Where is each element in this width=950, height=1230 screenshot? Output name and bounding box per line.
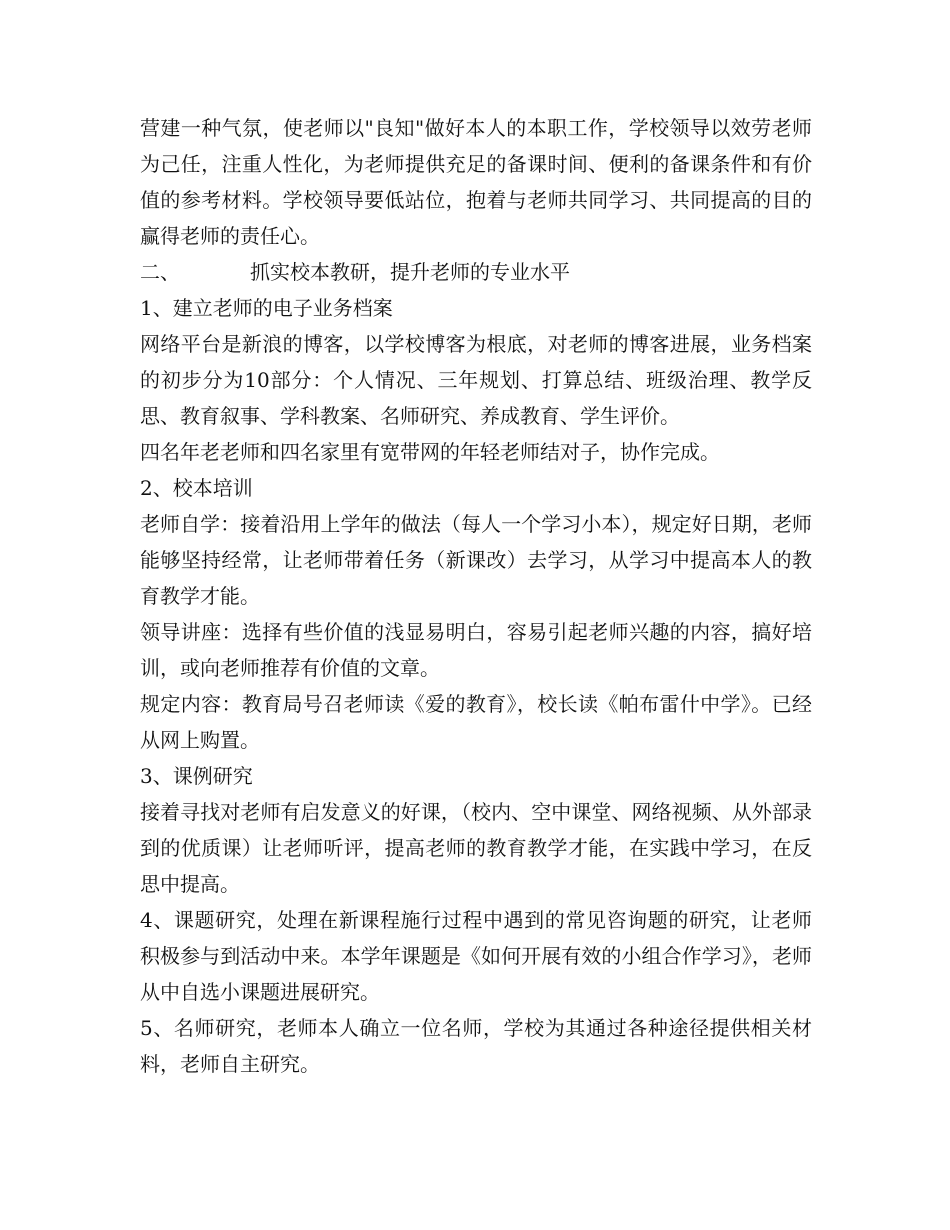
paragraph-self-study: 老师自学：接着沿用上学年的做法（每人一个学习小本），规定好日期，老师能够坚持经常，让老师带着任务（新课改）去学习，从学习中提高本人的教育教学才能。: [140, 512, 812, 608]
paragraph-case-study: 接着寻找对老师有启发意义的好课，（校内、空中课堂、网络视频、从外部录到的优质课）让老师听评，提高老师的教育教学才能，在实践中学习，在反思中提高。: [140, 800, 812, 896]
paragraph-archive: 网络平台是新浪的博客，以学校博客为根底，对老师的博客进展，业务档案的初步分为10部分：个人情况、三年规划、打算总结、班级治理、教学反思、教育叙事、学科教案、名师研究、养成教育、学生评价。: [140, 332, 812, 428]
paragraph-pairing: 四名年老老师和四名家里有宽带网的年轻老师结对子，协作完成。: [140, 440, 720, 464]
paragraph-lecture: 领导讲座：选择有些价值的浅显易明白，容易引起老师兴趣的内容，搞好培训，或向老师推荐有价值的文章。: [140, 620, 812, 680]
paragraph-intro: 营建一种气氛，使老师以"良知"做好本人的本职工作，学校领导以效劳老师为己任，注重人性化，为老师提供充足的备课时间、便利的备课条件和有价值的参考材料。学校领导要低站位，抱着与老师共同学习、共同提高的目的赢得老师的责任心。: [140, 116, 812, 248]
section-title: 抓实校本教研，提升老师的专业水平: [250, 260, 570, 284]
section-number: 二、: [140, 260, 180, 284]
paragraph-topic-research: 4、课题研究，处理在新课程施行过程中遇到的常见咨询题的研究，让老师积极参与到活动中来。本学年课题是《如何开展有效的小组合作学习》，老师从中自选小课题进展研究。: [140, 908, 812, 1004]
paragraph-required-reading: 规定内容：教育局号召老师读《爱的教育》，校长读《帕布雷什中学》。已经从网上购置。: [140, 692, 812, 752]
subheading-archive: 1、建立老师的电子业务档案: [140, 296, 393, 320]
document-body: [140, 110, 812, 1082]
subheading-case-study: 3、课例研究: [140, 764, 253, 788]
subheading-training: 2、校本培训: [140, 476, 253, 500]
paragraph-famous-teacher: 5、名师研究，老师本人确立一位名师，学校为其通过各种途径提供相关材料，老师自主研究。: [140, 1016, 812, 1076]
section-heading: [140, 254, 812, 290]
